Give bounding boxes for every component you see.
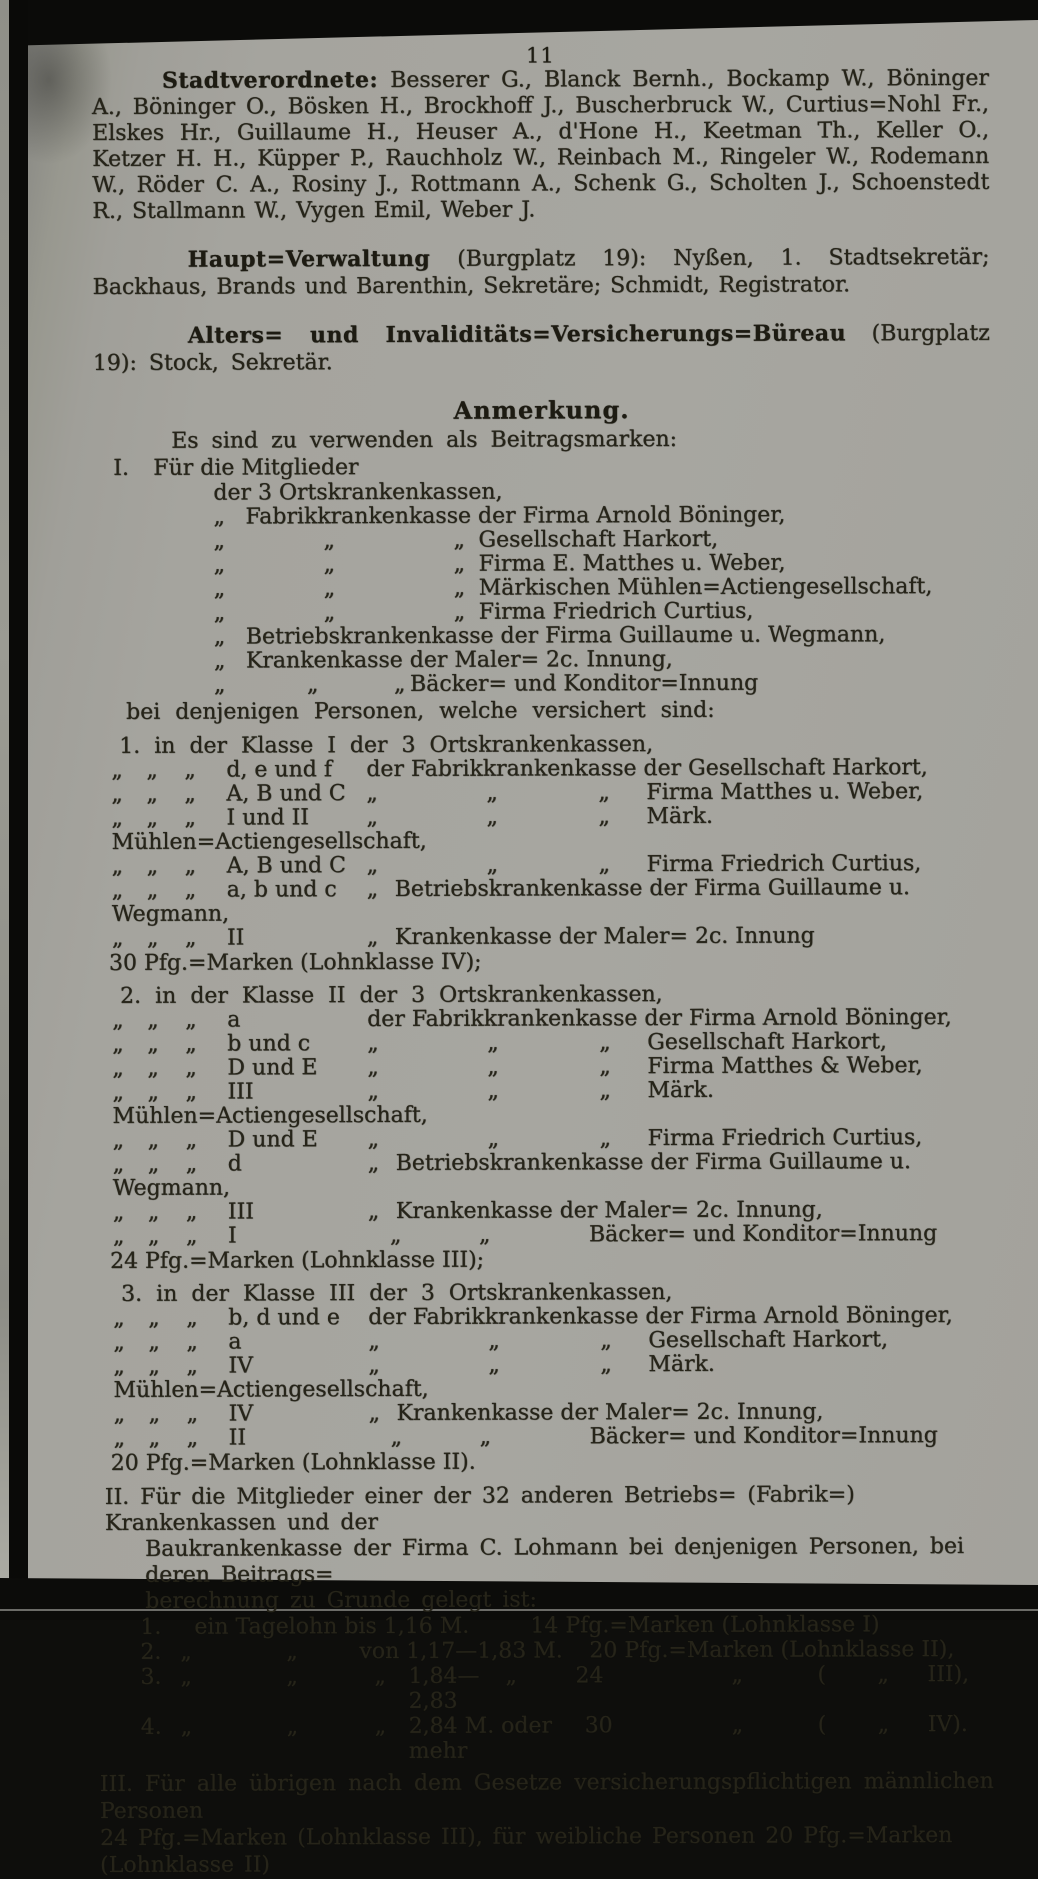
- ledger-cell: „: [186, 1305, 198, 1331]
- ledger-cell: „: [599, 1054, 611, 1080]
- ledger-row: [111, 804, 991, 855]
- ledger-cell: „: [367, 1199, 380, 1225]
- ledger-row: [113, 1328, 993, 1355]
- hauptverwaltung-text: (Burgplatz 19): Nyßen, 1. Stadtsekretär; Backhaus, Brands und Barenthin, Sekretäre; Schmidt, Registrator.: [92, 244, 990, 301]
- ledger-cell: „: [393, 671, 406, 697]
- section-i-kassen-list: [93, 479, 991, 698]
- section-iii-line1-text: Für alle übrigen nach dem Gesetze versicherungspflichtigen männlichen Personen: [99, 1768, 994, 1824]
- ledger-cell: „: [213, 624, 226, 650]
- ledger-cell: „: [111, 925, 124, 951]
- ledger-cell: „: [486, 804, 498, 830]
- ledger-cell: „: [598, 780, 610, 806]
- ledger-cell: a, b und c: [226, 877, 337, 903]
- page-number: 11: [525, 43, 555, 68]
- ledger-row: [113, 1150, 993, 1201]
- ledger-row: [112, 1078, 992, 1129]
- ledger-cell: der 3 Ortskrankenkassen,: [213, 479, 503, 506]
- ledger-row: [112, 876, 992, 927]
- ledger-cell: Gesellschaft Harkort,: [478, 526, 719, 553]
- ledger-cell: „: [146, 805, 158, 831]
- ledger-cell: Firma Matthes & Weber,: [647, 1053, 923, 1080]
- ledger-cell: „: [368, 1353, 380, 1379]
- ledger-cell: Betriebskrankenkasse der Firma Guillaume u. Wegmann,: [112, 1149, 911, 1201]
- ledger-row: [214, 647, 991, 674]
- ledger-cell: (: [817, 1662, 827, 1688]
- ledger-cell: der Fabrikkrankenkasse der Firma Arnold Böninger,: [367, 1005, 952, 1033]
- ledger-cell: „: [111, 781, 123, 807]
- ledger-cell: der Fabrikkrankenkasse der Firma Arnold Böninger,: [368, 1303, 953, 1331]
- ledger-cell: „: [186, 1401, 199, 1427]
- ledger-cell: „: [286, 1664, 298, 1690]
- ledger-cell: „: [184, 877, 197, 903]
- ledger-cell: „: [366, 781, 378, 807]
- ledger-cell: Firma Friedrich Curtius,: [646, 851, 922, 878]
- ledger-cell: „: [213, 504, 225, 530]
- ledger-cell: A, B und C: [226, 853, 346, 879]
- ledger-cell: „: [487, 1030, 499, 1056]
- klasse-2-footer: 24 Pfg.=Marken (Lohnklasse III);: [109, 1247, 485, 1274]
- section-i-title: [93, 453, 990, 482]
- ledger-cell: Firma Friedrich Curtius,: [647, 1125, 923, 1152]
- ledger-cell: „: [367, 1079, 379, 1105]
- ledger-cell: „: [453, 527, 465, 553]
- tagelohn-table: [97, 1612, 995, 1765]
- ledger-cell: „: [148, 1425, 161, 1451]
- klasse-3-footer: 20 Pfg.=Marken (Lohnklasse II).: [110, 1449, 476, 1476]
- ledger-cell: III),: [927, 1661, 970, 1688]
- ledger-cell: 2,84 M. oder mehr: [408, 1713, 553, 1764]
- ledger-cell: „: [111, 805, 123, 831]
- ledger-cell: „: [599, 1126, 612, 1152]
- ledger-cell: 2.: [140, 1639, 162, 1665]
- ledger-cell: „: [113, 1305, 125, 1331]
- ledger-cell: „: [148, 1305, 160, 1331]
- ledger-row: [141, 1712, 995, 1765]
- invalidenbuereau-text: (Burgplatz 19): Stock, Sekretär.: [92, 320, 990, 377]
- ledger-cell: „: [184, 757, 196, 783]
- ledger-cell: Krankenkasse der Maler= 2c. Innung,: [396, 1399, 824, 1426]
- ledger-cell: 3.: [140, 1664, 162, 1690]
- ledger-cell: „: [180, 1664, 192, 1690]
- ledger-row: [214, 671, 991, 698]
- ledger-cell: „: [286, 1714, 299, 1740]
- ledger-cell: „: [389, 1222, 402, 1248]
- ledger-cell: „: [146, 781, 158, 807]
- ledger-cell: Bäcker= und Konditor=Innung: [588, 1221, 938, 1248]
- section-iii-line2: 24 Pfg.=Marken (Lohnklasse III), für weibliche Personen 20 Pfg.=Marken (Lohnklasse II): [100, 1823, 953, 1878]
- ledger-cell: „: [180, 1714, 193, 1740]
- ledger-cell: „: [112, 1223, 125, 1249]
- ledger-cell: „: [367, 1151, 380, 1177]
- ledger-cell: „: [374, 1713, 387, 1740]
- ledger-cell: A, B und C: [226, 781, 346, 807]
- ledger-cell: „: [112, 1151, 125, 1177]
- ledger-cell: II: [226, 925, 245, 951]
- ledger-cell: „: [111, 877, 124, 903]
- ledger-cell: „: [488, 1328, 500, 1354]
- ledger-cell: „: [112, 1031, 124, 1057]
- stadtverordnete-label: Stadtverordnete:: [161, 67, 379, 94]
- ledger-cell: „: [112, 1127, 125, 1153]
- klasse-3-rows: [96, 1304, 993, 1451]
- ledger-cell: „: [184, 925, 197, 951]
- klasse-1-footer: 30 Pfg.=Marken (Lohnklasse IV);: [108, 949, 482, 976]
- ledger-cell: „: [213, 672, 226, 698]
- ledger-cell: „: [599, 1078, 611, 1104]
- ledger-cell: „: [286, 1639, 298, 1665]
- ledger-cell: „: [367, 1031, 379, 1057]
- klasse-2-rows: [95, 1006, 993, 1249]
- section-ii-line2: Baukrankenkasse der Firma C. Lohmann bei denjenigen Personen, bei deren Beitrags=: [145, 1533, 965, 1588]
- ledger-cell: „: [367, 1055, 379, 1081]
- ledger-cell: „: [486, 852, 499, 878]
- section-iii-line1: [100, 1768, 995, 1825]
- klasse-2-header: 2. in der Klasse II der 3 Ortskrankenkassen,: [120, 982, 663, 1009]
- ledger-cell: „: [306, 672, 319, 698]
- ledger-cell: Märk. Mühlen=Actiengesellschaft,: [113, 1351, 715, 1403]
- hauptverwaltung-label: Haupt=Verwaltung: [187, 245, 431, 273]
- section-i-title-text: Für die Mitglieder: [153, 455, 359, 481]
- ledger-cell: Märk. Mühlen=Actiengesellschaft,: [112, 1077, 714, 1129]
- ledger-cell: „: [113, 1329, 125, 1355]
- ledger-cell: „: [487, 1078, 499, 1104]
- section-ii-line3: berechnung zu Grunde gelegt ist:: [145, 1587, 537, 1614]
- scanner-bed-strip: [0, 0, 9, 1620]
- ledger-cell: (: [817, 1712, 827, 1738]
- ledger-cell: d, e und f: [226, 757, 333, 783]
- ledger-cell: „: [598, 804, 610, 830]
- ledger-cell: „: [367, 1127, 380, 1153]
- klasse-1-rows: [94, 756, 992, 951]
- ledger-cell: „: [374, 1663, 386, 1690]
- ledger-cell: „: [147, 1079, 159, 1105]
- ledger-cell: Märkischen Mühlen=Actiengesellschaft,: [478, 574, 933, 601]
- ledger-cell: 30: [584, 1713, 613, 1739]
- ledger-row: [214, 623, 991, 650]
- ledger-cell: „: [731, 1712, 744, 1738]
- ledger-cell: III: [227, 1199, 254, 1225]
- klasse-1-header: 1. in der Klasse I der 3 Ortskrankenkassen,: [119, 732, 654, 759]
- ledger-cell: „: [147, 1031, 159, 1057]
- ledger-cell: „: [186, 1353, 198, 1379]
- ledger-cell: „: [185, 1055, 197, 1081]
- ledger-cell: Bäcker= und Konditor=Innung: [409, 670, 759, 697]
- ledger-cell: Gesellschaft Harkort,: [647, 1029, 887, 1056]
- anmerkung-heading: Anmerkung.: [453, 395, 630, 425]
- ledger-cell: „: [186, 1425, 199, 1451]
- ledger-cell: „: [390, 1424, 403, 1450]
- ledger-row: [213, 503, 990, 530]
- section-iii-numeral: III.: [99, 1771, 133, 1797]
- ledger-cell: I: [227, 1223, 237, 1249]
- ledger-cell: „: [213, 552, 226, 578]
- ledger-cell: „: [113, 1425, 126, 1451]
- ledger-cell: „: [185, 1007, 197, 1033]
- section-ii-numeral: II.: [104, 1484, 130, 1510]
- scan-edge-left: [9, 0, 28, 1620]
- klasse-3-header: 3. in der Klasse III der 3 Ortskrankenkassen,: [121, 1279, 673, 1307]
- paragraph-stadtverordnete: [92, 65, 990, 225]
- ledger-cell: „: [147, 1007, 159, 1033]
- ledger-cell: „: [185, 1031, 197, 1057]
- section-ii-line1-text: Für die Mitglieder einer der 32 anderen Betriebs= (Fabrik=) Krankenkassen und der: [104, 1482, 855, 1536]
- ledger-cell: Krankenkasse der Maler= 2c. Innung: [394, 923, 815, 950]
- ledger-cell: IV).: [927, 1711, 968, 1738]
- ledger-row: [140, 1662, 994, 1715]
- ledger-cell: „: [877, 1662, 889, 1688]
- ledger-cell: „: [453, 599, 466, 625]
- ledger-cell: D und E: [227, 1055, 318, 1081]
- ledger-cell: d: [227, 1151, 242, 1177]
- ledger-row: [112, 924, 992, 951]
- ledger-row: [213, 479, 990, 506]
- ledger-cell: Krankenkasse der Maler= 2c. Innung,: [245, 646, 673, 674]
- section-i-numeral: I.: [113, 455, 130, 481]
- anmerkung-intro: Es sind zu verwenden als Beitragsmarken:: [171, 426, 678, 454]
- ledger-cell: „: [146, 757, 158, 783]
- ledger-row: [213, 527, 990, 554]
- ledger-cell: „: [146, 853, 159, 879]
- ledger-cell: der Fabrikkrankenkasse der Gesellschaft Harkort,: [366, 755, 928, 783]
- ledger-cell: „: [112, 1007, 124, 1033]
- ledger-cell: „: [600, 1328, 612, 1354]
- ledger-cell: Firma Friedrich Curtius,: [478, 598, 754, 625]
- ledger-cell: „: [599, 1030, 611, 1056]
- ledger-cell: b, d und e: [228, 1305, 340, 1331]
- invalidenbuereau-label: Alters= und Invaliditäts=Versicherungs=Büreau: [187, 320, 847, 349]
- ledger-cell: „: [478, 1222, 491, 1248]
- ledger-cell: „: [148, 1329, 160, 1355]
- ledger-cell: 4.: [140, 1714, 162, 1740]
- ledger-cell: „: [147, 1055, 159, 1081]
- section-ii: [97, 1482, 994, 1615]
- ledger-cell: „: [148, 1353, 160, 1379]
- ledger-cell: „: [479, 1424, 492, 1450]
- ledger-cell: „: [453, 575, 466, 601]
- ledger-cell: „: [146, 925, 159, 951]
- ledger-cell: „: [731, 1662, 743, 1688]
- ledger-cell: „: [112, 1079, 124, 1105]
- ledger-cell: 14 Pfg.=Marken (Lohnklasse I): [530, 1612, 880, 1639]
- ledger-cell: „: [147, 1223, 160, 1249]
- ledger-cell: „: [185, 1079, 197, 1105]
- ledger-cell: „: [323, 576, 336, 602]
- ledger-cell: „: [368, 1329, 380, 1355]
- ledger-row: [111, 780, 991, 807]
- ledger-cell: „: [111, 757, 123, 783]
- paragraph-hauptverwaltung: [93, 244, 990, 301]
- ledger-cell: „: [366, 925, 379, 951]
- ledger-cell: IV: [228, 1401, 254, 1427]
- paragraph-invalidenbuereau: [93, 320, 990, 377]
- section-iii: [98, 1768, 995, 1879]
- ledger-row: [113, 1222, 993, 1249]
- ledger-row: [214, 575, 991, 602]
- ledger-row: [140, 1637, 994, 1665]
- ledger-cell: IV: [228, 1353, 254, 1379]
- ledger-cell: „: [366, 877, 379, 903]
- ledger-cell: „: [323, 552, 336, 578]
- ledger-cell: Fabrikkrankenkasse der Firma Arnold Böninger,: [245, 502, 786, 530]
- ledger-cell: „: [600, 1352, 612, 1378]
- ledger-cell: ein Tagelohn bis 1,16 M.: [194, 1613, 470, 1640]
- ledger-cell: „: [505, 1663, 517, 1689]
- ledger-cell: „: [366, 853, 379, 879]
- ledger-cell: II: [228, 1425, 247, 1451]
- ledger-cell: „: [186, 1329, 198, 1355]
- ledger-cell: „: [113, 1401, 126, 1427]
- ledger-cell: Märk. Mühlen=Actiengesellschaft,: [111, 803, 714, 855]
- ledger-cell: „: [323, 600, 336, 626]
- ledger-cell: „: [323, 528, 335, 554]
- ledger-cell: von 1,17—1,83 M.: [359, 1638, 563, 1665]
- ledger-cell: „: [598, 852, 611, 878]
- stadtverordnete-names: Besserer G., Blanck Bernh., Bockamp W., Böninger A., Böninger O., Bösken H., Brockhoff J., Buscherbruck W., Curtius=Nohl Fr., Elskes Hr., Guillaume H., Heuser A., d'Hone H., Keetman Th., Keller O., Ketzer H. H., Küpper P., Rauchholz W., Reinbach M., Ringeler W., Rodemann W., Röder C. A., Rosiny J., Rottmann A., Schenk G., Scholten J., Schoenstedt R., Stallmann W., Vygen Emil, Weber J.: [91, 65, 990, 225]
- ledger-cell: „: [366, 805, 378, 831]
- ledger-cell: „: [486, 780, 498, 806]
- ledger-row: [112, 1054, 992, 1081]
- ledger-cell: „: [184, 853, 197, 879]
- ledger-cell: „: [185, 1151, 198, 1177]
- ledger-cell: D und E: [227, 1127, 318, 1153]
- ledger-cell: a: [228, 1329, 242, 1355]
- ledger-cell: „: [213, 648, 226, 674]
- section-ii-line1: [105, 1482, 994, 1537]
- ledger-cell: „: [185, 1199, 198, 1225]
- ledger-cell: „: [147, 1127, 160, 1153]
- ledger-cell: Krankenkasse der Maler= 2c. Innung,: [395, 1197, 823, 1224]
- ledger-cell: „: [184, 805, 196, 831]
- ledger-cell: „: [488, 1352, 500, 1378]
- ledger-cell: „: [453, 551, 466, 577]
- ledger-cell: Bäcker= und Konditor=Innung: [589, 1423, 938, 1450]
- ledger-cell: Gesellschaft Harkort,: [648, 1327, 888, 1354]
- ledger-cell: III: [227, 1079, 254, 1105]
- section-i-outro: bei denjenigen Personen, welche versichert sind:: [126, 697, 715, 725]
- page-content: [92, 43, 995, 1879]
- ledger-cell: „: [184, 781, 196, 807]
- ledger-cell: 1,84—2,83: [408, 1663, 480, 1714]
- ledger-cell: „: [147, 1199, 160, 1225]
- ledger-cell: „: [213, 600, 226, 626]
- ledger-cell: „: [146, 877, 159, 903]
- ledger-cell: „: [213, 528, 225, 554]
- ledger-cell: „: [487, 1126, 500, 1152]
- ledger-cell: „: [148, 1401, 161, 1427]
- ledger-cell: 20 Pfg.=Marken (Lohnklasse II),: [589, 1637, 955, 1664]
- ledger-cell: Firma Matthes u. Weber,: [646, 779, 924, 806]
- ledger-row: [114, 1424, 994, 1451]
- ledger-cell: „: [487, 1054, 499, 1080]
- ledger-cell: „: [877, 1712, 890, 1738]
- ledger-cell: „: [113, 1353, 125, 1379]
- ledger-cell: „: [111, 853, 124, 879]
- ledger-cell: 24: [575, 1663, 604, 1689]
- ledger-cell: Firma E. Matthes u. Weber,: [478, 550, 786, 577]
- ledger-row: [113, 1352, 993, 1403]
- ledger-cell: Betriebskrankenkasse der Firma Guillaume u. Wegmann,: [245, 622, 886, 650]
- ledger-cell: „: [112, 1199, 125, 1225]
- ledger-cell: „: [180, 1639, 192, 1665]
- ledger-cell: „: [185, 1127, 198, 1153]
- ledger-cell: I und II: [226, 805, 310, 831]
- ledger-cell: „: [213, 576, 226, 602]
- ledger-cell: „: [368, 1401, 381, 1427]
- ledger-row: [140, 1612, 994, 1640]
- ledger-cell: „: [185, 1223, 198, 1249]
- ledger-cell: b und c: [227, 1031, 311, 1057]
- ledger-cell: Betriebskrankenkasse der Firma Guillaume u. Wegmann,: [111, 875, 911, 927]
- ledger-cell: „: [112, 1055, 124, 1081]
- ledger-cell: a: [227, 1007, 241, 1033]
- ledger-cell: „: [147, 1151, 160, 1177]
- ledger-cell: 1.: [140, 1614, 162, 1640]
